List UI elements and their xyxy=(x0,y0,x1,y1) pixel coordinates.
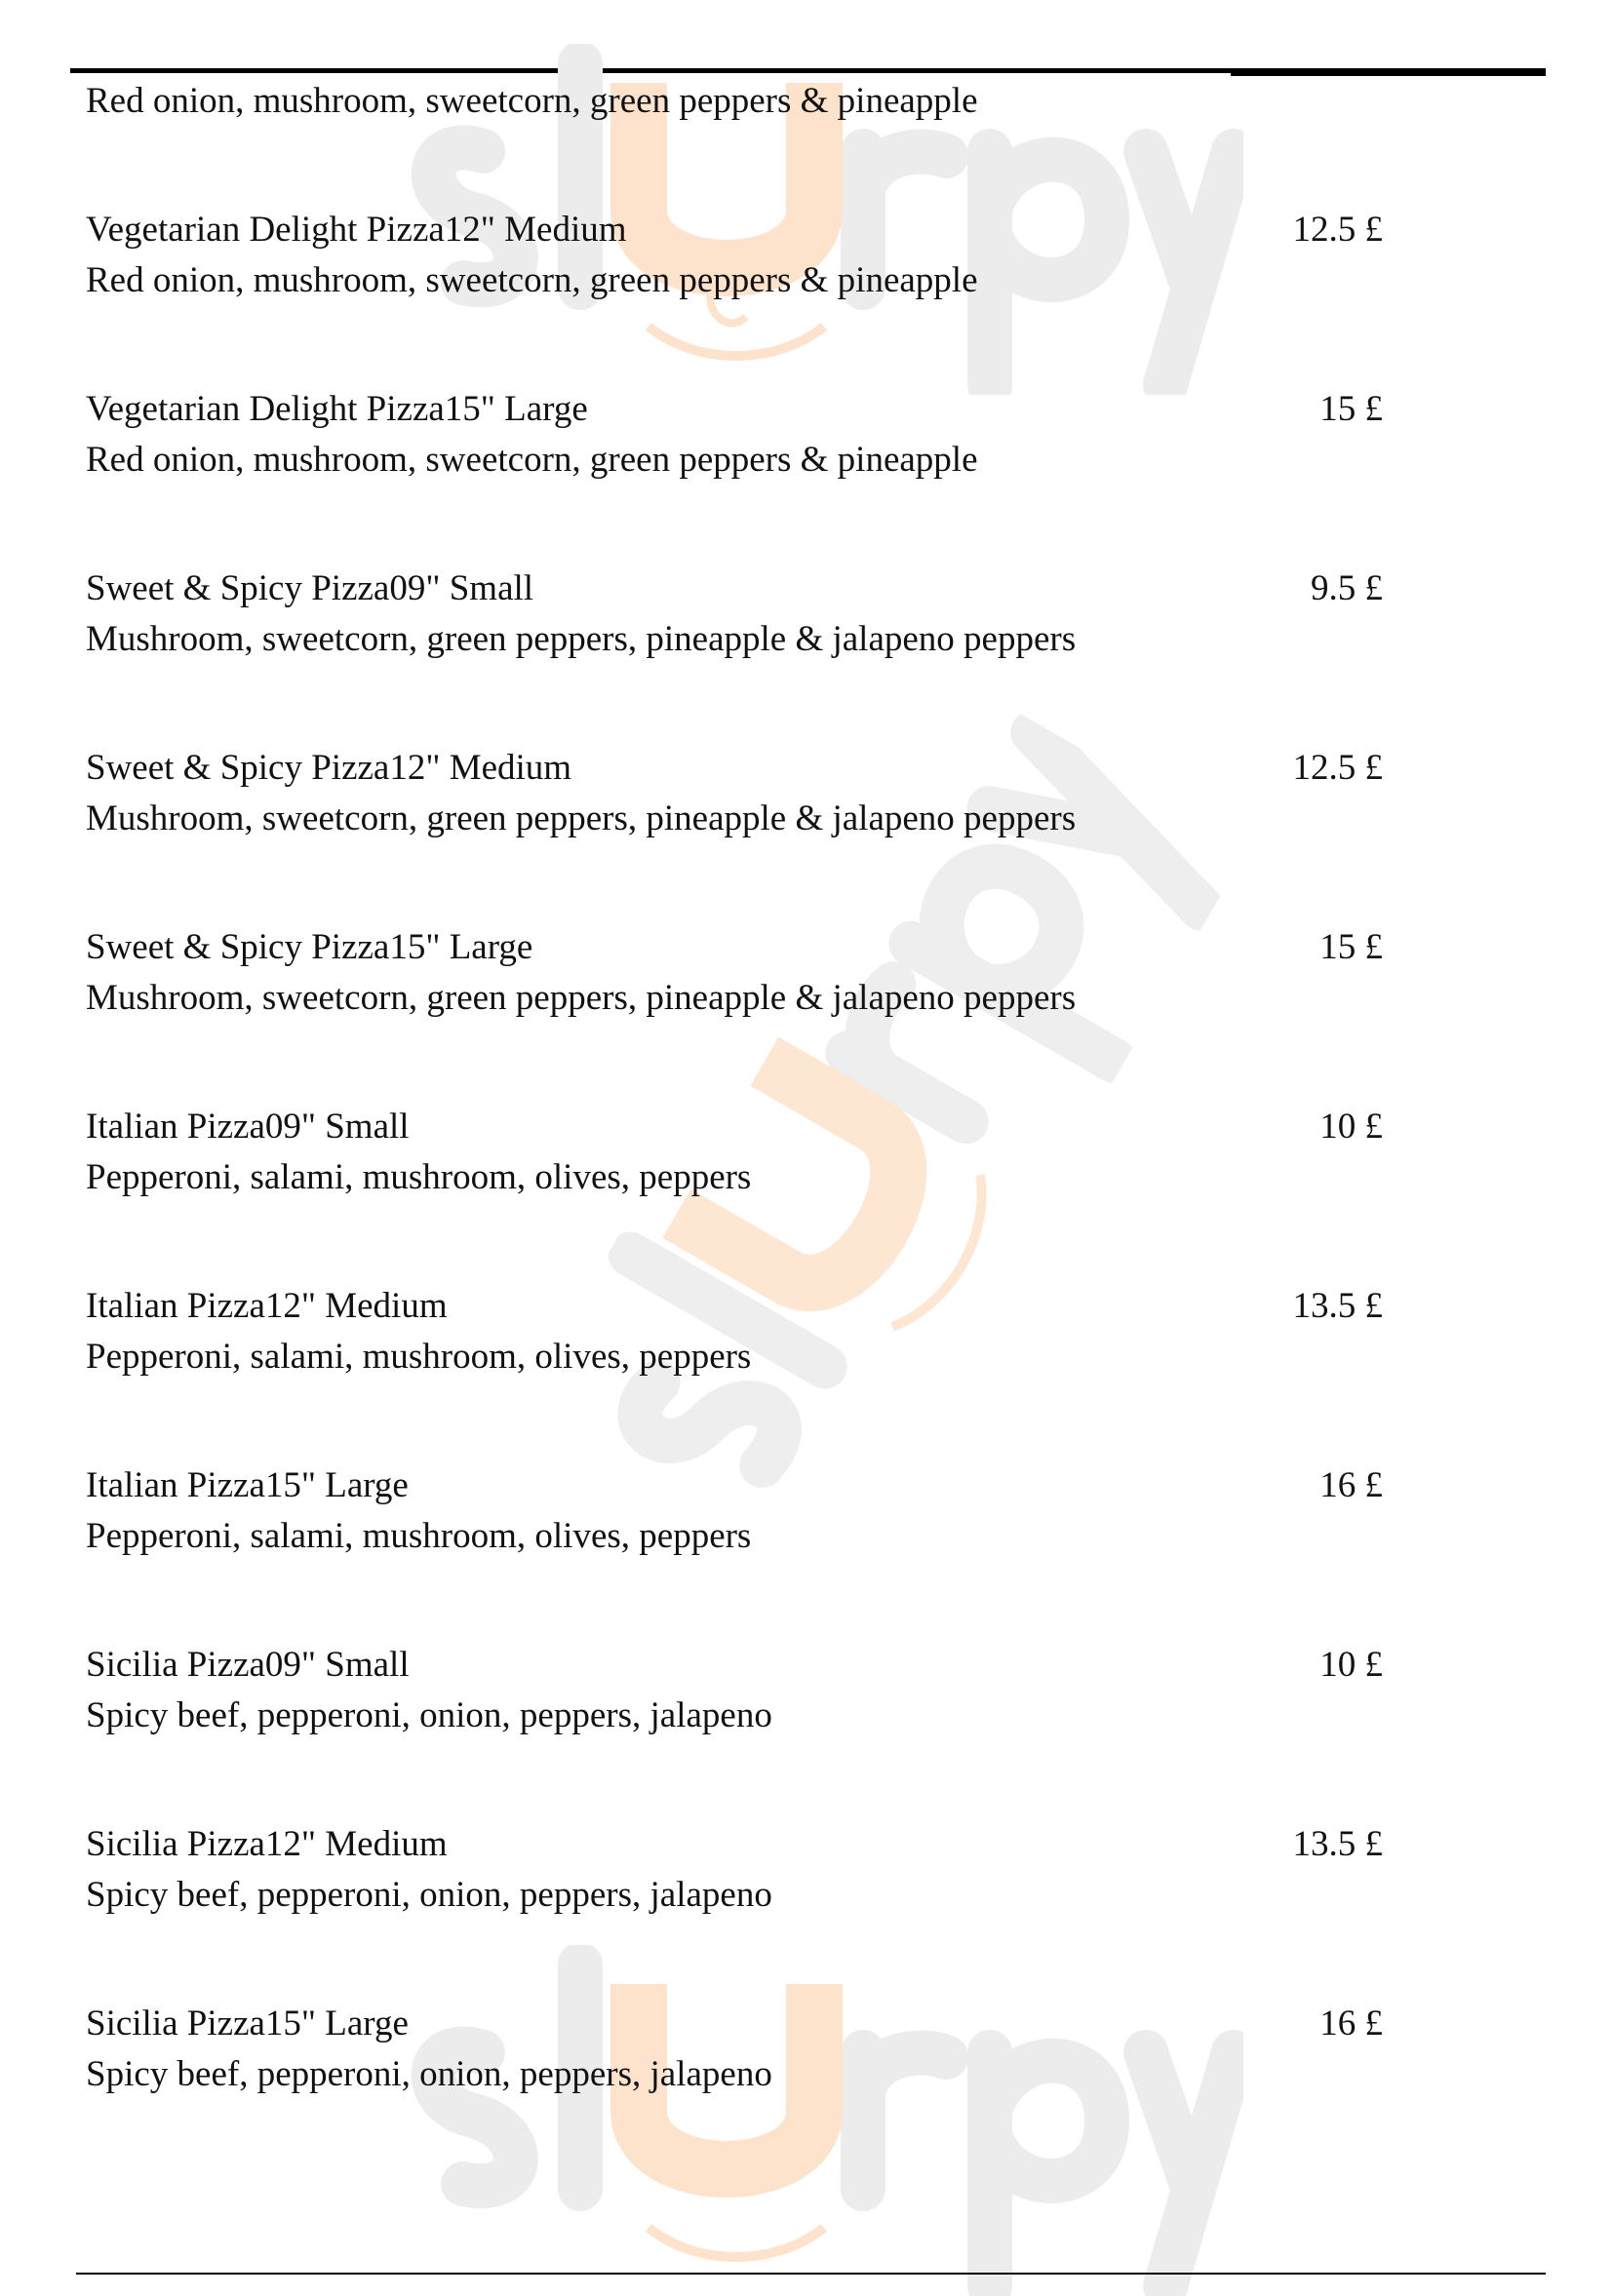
item-price: 10 £ xyxy=(1319,1107,1383,1147)
item-description: Pepperoni, salami, mushroom, olives, peppers xyxy=(86,1516,752,1556)
item-description: Red onion, mushroom, sweetcorn, green peppers & pineapple xyxy=(86,260,978,300)
item-price: 9.5 £ xyxy=(1311,568,1383,608)
item-name: Italian Pizza09" Small xyxy=(86,1107,410,1147)
item-price: 16 £ xyxy=(1319,1465,1383,1505)
menu-item xyxy=(86,205,1383,306)
item-name: Sicilia Pizza12" Medium xyxy=(86,1824,448,1864)
item-price: 12.5 £ xyxy=(1292,210,1383,250)
item-name: Italian Pizza12" Medium xyxy=(86,1286,448,1326)
item-description: Red onion, mushroom, sweetcorn, green peppers & pineapple xyxy=(86,440,978,480)
item-price: 15 £ xyxy=(1319,389,1383,429)
top-divider xyxy=(70,68,1231,73)
item-description: Mushroom, sweetcorn, green peppers, pineapple & jalapeno peppers xyxy=(86,619,1077,659)
menu-item xyxy=(86,922,1383,1024)
item-description: Spicy beef, pepperoni, onion, peppers, jalapeno xyxy=(86,2054,772,2094)
item-name: Sicilia Pizza15" Large xyxy=(86,2004,409,2043)
menu-item xyxy=(86,1819,1383,1921)
item-price: 13.5 £ xyxy=(1292,1286,1383,1326)
item-price: 10 £ xyxy=(1319,1645,1383,1685)
item-price: 15 £ xyxy=(1319,927,1383,967)
item-price: 12.5 £ xyxy=(1292,748,1383,788)
menu-list xyxy=(86,76,1383,2100)
item-name: Sicilia Pizza09" Small xyxy=(86,1645,410,1685)
bottom-divider xyxy=(76,2273,1546,2275)
continued-item-description: Red onion, mushroom, sweetcorn, green peppers & pineapple xyxy=(86,81,978,121)
menu-item xyxy=(86,564,1383,665)
item-price: 16 £ xyxy=(1319,2004,1383,2043)
menu-item xyxy=(86,1102,1383,1203)
item-description: Mushroom, sweetcorn, green peppers, pineapple & jalapeno peppers xyxy=(86,798,1077,838)
menu-item xyxy=(86,1999,1383,2100)
menu-item xyxy=(86,384,1383,486)
menu-item xyxy=(86,743,1383,844)
item-name: Italian Pizza15" Large xyxy=(86,1465,409,1505)
item-name: Vegetarian Delight Pizza15" Large xyxy=(86,389,588,429)
menu-item xyxy=(86,1281,1383,1382)
item-name: Sweet & Spicy Pizza09" Small xyxy=(86,568,534,608)
item-name: Sweet & Spicy Pizza12" Medium xyxy=(86,748,572,788)
item-name: Vegetarian Delight Pizza12" Medium xyxy=(86,210,627,250)
menu-item xyxy=(86,1460,1383,1562)
item-description: Pepperoni, salami, mushroom, olives, peppers xyxy=(86,1157,752,1197)
item-description: Mushroom, sweetcorn, green peppers, pineapple & jalapeno peppers xyxy=(86,978,1077,1018)
item-price: 13.5 £ xyxy=(1292,1824,1383,1864)
item-description: Pepperoni, salami, mushroom, olives, peppers xyxy=(86,1337,752,1377)
menu-item xyxy=(86,1640,1383,1741)
item-description: Spicy beef, pepperoni, onion, peppers, jalapeno xyxy=(86,1875,772,1915)
item-name: Sweet & Spicy Pizza15" Large xyxy=(86,927,533,967)
top-divider-thick xyxy=(1231,68,1546,76)
item-description: Spicy beef, pepperoni, onion, peppers, jalapeno xyxy=(86,1695,772,1735)
